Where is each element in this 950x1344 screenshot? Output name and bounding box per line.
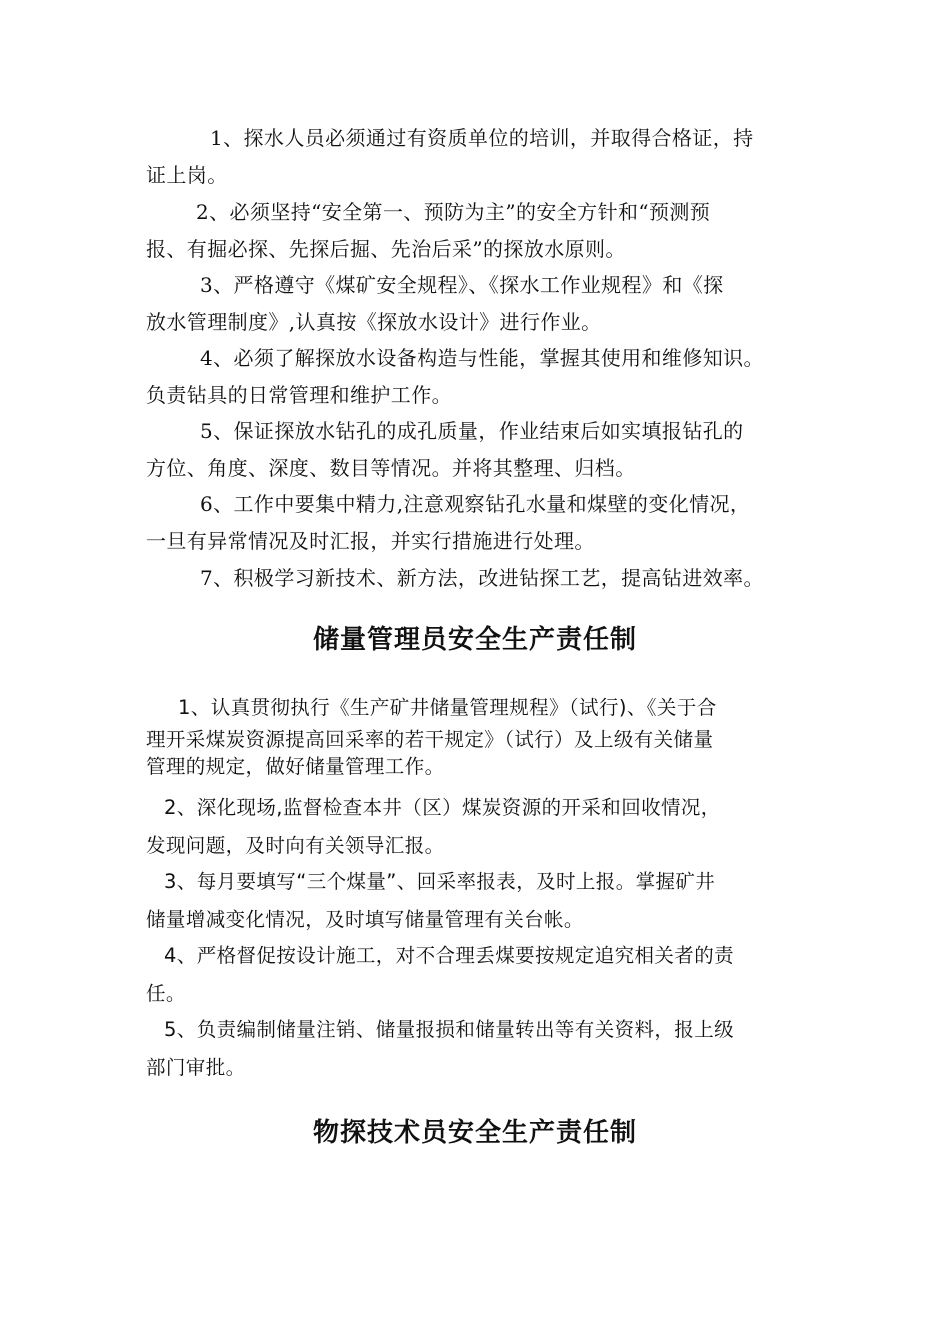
- text-line: 3、每月要填写“三个煤量”、回采率报表，及时上报。掌握矿井: [164, 870, 716, 893]
- section1-item-3: [146, 267, 806, 341]
- text-line: 1、认真贯彻执行《生产矿井储量管理规程》（试行)、《关于合: [178, 696, 717, 719]
- section2-item-2: [146, 792, 806, 862]
- section2-item-1: [146, 692, 806, 783]
- text-line: 1、探水人员必须通过有资质单位的培训，并取得合格证，持: [210, 126, 754, 150]
- text-line: 6、工作中要集中精力,注意观察钻孔水量和煤壁的变化情况，: [200, 492, 751, 516]
- section2-item-4: [146, 940, 806, 1010]
- section1-item-2: [146, 194, 806, 268]
- text-line: 报、有掘必探、先探后掘、先治后采”的探放水原则。: [146, 237, 626, 261]
- text-line: 负责钻具的日常管理和维护工作。: [146, 383, 452, 407]
- text-line: 4、必须了解探放水设备构造与性能，掌握其使用和维修知识。: [200, 346, 764, 370]
- text-line: 2、深化现场,监督检查本井（区）煤炭资源的开采和回收情况，: [164, 796, 721, 819]
- section2-title: 储量管理员安全生产责任制: [312, 625, 637, 655]
- text-line: 放水管理制度》,认真按《探放水设计》进行作业。: [146, 310, 602, 334]
- text-line: 管理的规定，做好储量管理工作。: [146, 755, 445, 778]
- section1-item-6: [146, 486, 806, 560]
- text-line: 2、必须坚持“安全第一、预防为主”的安全方针和“预测预: [196, 200, 711, 224]
- text-line: 部门审批。: [146, 1056, 246, 1079]
- text-line: 5、负责编制储量注销、储量报损和储量转出等有关资料，报上级: [164, 1018, 735, 1041]
- section2-item-5: [146, 1014, 806, 1084]
- text-line: 一旦有异常情况及时汇报，并实行措施进行处理。: [146, 529, 595, 553]
- section1-item-5: [146, 413, 806, 487]
- text-line: 发现问题，及时向有关领导汇报。: [146, 834, 445, 857]
- text-line: 方位、角度、深度、数目等情况。并将其整理、归档。: [146, 456, 636, 480]
- text-line: 4、严格督促按设计施工，对不合理丢煤要按规定追究相关者的责: [164, 944, 735, 967]
- text-line: 证上岗。: [146, 163, 228, 187]
- section1-item-1: [146, 120, 806, 194]
- text-line: 任。: [146, 982, 186, 1005]
- text-line: 3、严格遵守《煤矿安全规程》、《探水工作业规程》和《探: [200, 273, 724, 297]
- text-line: 储量增减变化情况，及时填写储量管理有关台帐。: [146, 908, 584, 931]
- text-line: 5、保证探放水钻孔的成孔质量，作业结束后如实填报钻孔的: [200, 419, 744, 443]
- section2-item-3: [146, 866, 806, 936]
- text-line: 7、积极学习新技术、新方法，改进钻探工艺，提高钻进效率。: [200, 566, 764, 590]
- text-line: 理开采煤炭资源提高回采率的若干规定》（试行）及上级有关储量: [146, 728, 714, 751]
- section3-title: 物探技术员安全生产责任制: [312, 1118, 637, 1148]
- section1-item-4: [146, 340, 806, 414]
- section1-item-7: [146, 560, 806, 597]
